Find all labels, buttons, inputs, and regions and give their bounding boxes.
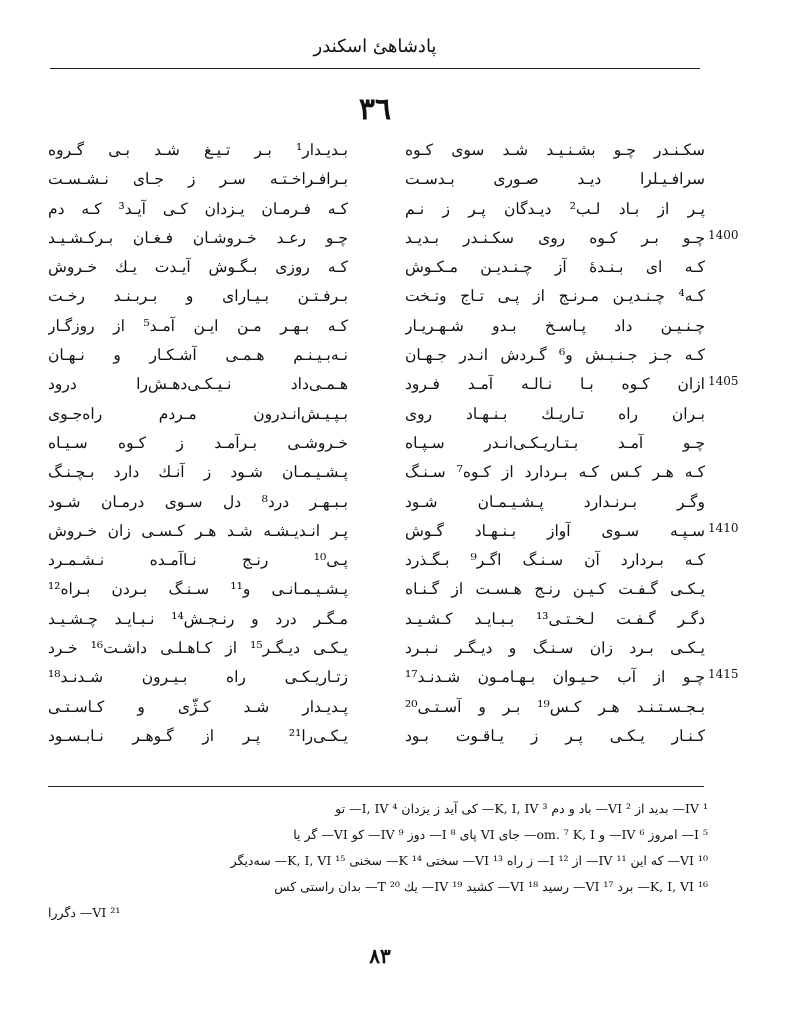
verse-line: كـه بـردارد آن سـنـگ اگـر⁹ بـگـذرد	[405, 551, 705, 570]
verse-line: يـكـی گـفـت كـيـن رنـج هـسـت از گـنـاه	[405, 580, 705, 599]
verse-number: 1415	[708, 667, 739, 681]
verse-number: 1405	[708, 374, 739, 388]
verse-line: پـی¹⁰ رنـج نـاآمـده نـشـمـرد	[48, 551, 348, 570]
verse-line: پـر انـديـشـه شـد هـر كـسـی زان خـروش	[48, 521, 348, 540]
footnote-line: ⁵ I— امروز ⁶ IV— و om. ⁷ K, I— جای VI پای ⁸ I— دوز ⁹ IV— كو VI— گر يا	[293, 827, 708, 842]
verse-line: مـگـر درد و رنـجـش¹⁴ نـبـايـد چـشـيـد	[48, 609, 348, 628]
section-number: ٣٦	[358, 92, 392, 127]
verse-line: ازان كـوه بـا نـالـه آمـد فـرود	[405, 375, 705, 394]
verse-line: وگـر بـرنـدارد پـشـيـمـان شـود	[405, 492, 705, 511]
verse-line: پـر از بـاد لـب² ديـدگان پـر ز نـم	[405, 199, 705, 218]
verse-line: سكـنـدر چـو بشـنـيـد شـد سوی كـوه	[405, 141, 705, 159]
verse-line: يـكـی‌را²¹ پـر از گـوهـر نـابـسـود	[48, 726, 348, 745]
verse-line: كـه ای بـنـدۀ آز چـنـديـن مـكـوش	[405, 258, 705, 277]
footnote-line: ²¹ VI— دگررا	[48, 905, 121, 920]
verse-line: يـكـی ديـگـر¹⁵ از كـاهـلـی داشـت¹⁶ خـرد	[48, 639, 348, 658]
verse-line: خـروشـی بـرآمـد ز كـوه سـيـاه	[48, 433, 348, 452]
verse-line: چـو بـر كـوه روی سكـنـدر بـديـد	[405, 228, 705, 247]
verse-line: چـو رعـد خـروشـان فـغـان بـركـشـيـد	[48, 228, 348, 247]
left-column	[48, 136, 348, 751]
verse-number: 1400	[708, 228, 739, 242]
verse-line: بـپـيـش‌انـدرون مـردم راه‌جـوی	[48, 404, 348, 423]
verse-line: سرافـيـلرا ديـد صـوری بـدسـت	[405, 170, 705, 189]
verse-line: كـه⁴ چـنـديـن مـرنـج از پـی تـاج وتـخت	[405, 287, 705, 306]
verse-line: چـو آمـد بـتـاريـكـی‌انـدر سـپـاه	[405, 433, 705, 452]
verse-line: يـكـی بـرد زان سـنـگ و ديـگـر نـبـرد	[405, 639, 705, 658]
verse-line: چـو از آب حـيـوان بـهـامـون شـدنـد¹⁷	[405, 668, 705, 687]
verse-line: چـنـيـن داد پـاسـخ بـدو شـهـريـار	[405, 316, 705, 335]
verse-line: بـجـسـتـنـد هـر كـس¹⁹ بـر و آسـتـی²⁰	[405, 697, 705, 716]
verse-line: كـه روزی بـگـوش آيـدت يـك خـروش	[48, 258, 348, 277]
verse-line: بـرافـراخـتـه سـر ز جـای نـشـسـت	[48, 170, 348, 189]
footnote-line: ¹⁶ K, I, VI— برد ¹⁷ VI— رسيد ¹⁸ VI— كشيد ¹⁹ IV— يك ²⁰ T— بدان راستی كس	[274, 879, 708, 894]
footnote-rule	[48, 786, 704, 787]
verse-line: دگـر گـفـت لـخـتـی¹³ بـبـايـد كـشـيـد	[405, 609, 705, 628]
verse-line: پـديـدار شـد كـژّی و كـاسـتـی	[48, 697, 348, 716]
page-number: ٨٣	[369, 944, 391, 968]
verse-line: كـه هـر كـس كـه بـردارد از كـوه⁷ سـنـگ	[405, 463, 705, 482]
footnote-line: ¹ IV— بديد از ² VI— باد و دم ³ K, I, IV— كی آيد ز يزدان ⁴ I, IV— تو	[335, 801, 708, 816]
verse-line: سـپـه سـوی آواز بـنـهـاد گـوش	[405, 521, 705, 540]
verse-line: بـبـهـر درد⁸ دل سـوی درمـان شـود	[48, 492, 348, 511]
verse-line: هـمـی‌داد نـيـكـی‌دهـش‌را درود	[48, 375, 348, 394]
verse-line: بـرفـتـن بـيـارای و بـربـنـد رخـت	[48, 287, 348, 306]
verse-number: 1410	[708, 521, 739, 535]
footnote-line: ¹⁰ VI— كه اين ¹¹ IV— از ¹² I— ز راه ¹³ VI— سختی ¹⁴ K— سخنی ¹⁵ K, I, VI— سه‌ديگر	[230, 853, 708, 868]
footnotes	[48, 796, 708, 926]
page-header: پادشاهئ اسكندر	[313, 36, 437, 57]
verse-line: بـديـدار¹ بـر تـيـغ شـد بـی گـروه	[48, 141, 348, 159]
right-column	[405, 136, 705, 751]
verse-line: كـنـار يـكـی پـر ز يـاقـوت بـود	[405, 726, 705, 745]
verse-line: زتـاريـكـی راه بـيـرون شـدنـد¹⁸	[48, 668, 348, 687]
verse-line: كـه جـز جـنـبـش و⁶ گـردش انـدر جـهـان	[405, 346, 705, 365]
verse-line: نـه‌بـيـنـم هـمـی آشـكـار و نـهـان	[48, 346, 348, 365]
verse-line: پـشـيـمـان شـود ز آنـك دارد بـچـنـگ	[48, 463, 348, 482]
verse-line: كـه بـهـر مـن ايـن آمـد⁵ از روزگـار	[48, 316, 348, 335]
header-rule	[50, 68, 700, 69]
verse-line: كـه فـرمـان يـزدان كـی آيـد³ كـه دم	[48, 199, 348, 218]
verse-line: بـران راه تـاريـك بـنـهـاد روی	[405, 404, 705, 423]
verse-line: پـشـيـمـانـی و¹¹ سـنـگ بـردن بـراه¹²	[48, 580, 348, 599]
